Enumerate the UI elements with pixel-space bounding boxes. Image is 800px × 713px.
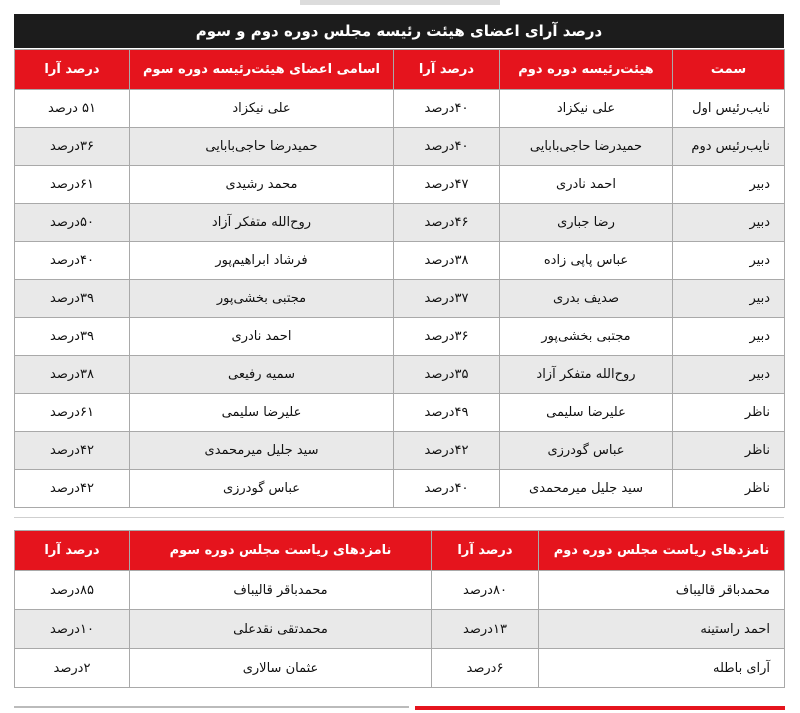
page-title: درصد آرای اعضای هیئت رئیسه مجلس دوره دوم و سوم	[14, 14, 784, 48]
third-term-percent-cell: ۳۸درصد	[15, 356, 130, 394]
table-row	[15, 649, 785, 688]
third-term-name-cell: محمد رشیدی	[130, 166, 394, 204]
second-term-candidate-cell: آرای باطله	[539, 649, 785, 688]
position-cell: ناظر	[673, 432, 785, 470]
position-cell: نایب‌رئیس اول	[673, 90, 785, 128]
speaker-candidates-table	[14, 530, 785, 688]
table-row	[15, 610, 785, 649]
second-term-name-cell: عباس پاپی زاده	[500, 242, 673, 280]
position-cell: ناظر	[673, 394, 785, 432]
table-row	[15, 280, 785, 318]
position-cell: دبیر	[673, 166, 785, 204]
second-term-name-cell: مجتبی بخشی‌پور	[500, 318, 673, 356]
bottom-accent-bar	[415, 706, 785, 710]
second-term-candidate-percent-cell: ۸۰درصد	[432, 571, 539, 610]
third-term-candidate-cell: محمدتقی نقدعلی	[130, 610, 432, 649]
position-cell: دبیر	[673, 204, 785, 242]
col-header-third-term-candidates: نامزدهای ریاست مجلس دوره سوم	[130, 531, 432, 571]
second-term-percent-cell: ۳۸درصد	[394, 242, 500, 280]
third-term-candidate-percent-cell: ۸۵درصد	[15, 571, 130, 610]
table-row	[15, 394, 785, 432]
third-term-name-cell: احمد نادری	[130, 318, 394, 356]
third-term-name-cell: سید جلیل میرمحمدی	[130, 432, 394, 470]
second-term-name-cell: صدیف بدری	[500, 280, 673, 318]
third-term-percent-cell: ۳۶درصد	[15, 128, 130, 166]
bottom-rule	[14, 706, 409, 708]
speaker-table-body	[15, 571, 785, 688]
second-term-percent-cell: ۴۰درصد	[394, 128, 500, 166]
second-term-percent-cell: ۳۵درصد	[394, 356, 500, 394]
third-term-percent-cell: ۴۲درصد	[15, 470, 130, 508]
col-header-third-term-candidates-percent: درصد آرا	[15, 531, 130, 571]
third-term-name-cell: سمیه رفیعی	[130, 356, 394, 394]
third-term-candidate-cell: عثمان سالاری	[130, 649, 432, 688]
second-term-percent-cell: ۴۰درصد	[394, 90, 500, 128]
third-term-name-cell: علی نیکزاد	[130, 90, 394, 128]
second-term-percent-cell: ۳۷درصد	[394, 280, 500, 318]
table-row	[15, 318, 785, 356]
second-term-name-cell: علیرضا سلیمی	[500, 394, 673, 432]
col-header-second-term-candidates: نامزدهای ریاست مجلس دوره دوم	[539, 531, 785, 571]
table-row	[15, 204, 785, 242]
second-term-candidate-percent-cell: ۱۳درصد	[432, 610, 539, 649]
table-row	[15, 432, 785, 470]
third-term-name-cell: روح‌الله متفکر آزاد	[130, 204, 394, 242]
second-term-name-cell: عباس گودرزی	[500, 432, 673, 470]
second-term-percent-cell: ۴۰درصد	[394, 470, 500, 508]
third-term-name-cell: عباس گودرزی	[130, 470, 394, 508]
third-term-percent-cell: ۳۹درصد	[15, 318, 130, 356]
third-term-percent-cell: ۶۱درصد	[15, 394, 130, 432]
third-term-candidate-percent-cell: ۲درصد	[15, 649, 130, 688]
second-term-name-cell: رضا جباری	[500, 204, 673, 242]
second-term-name-cell: سید جلیل میرمحمدی	[500, 470, 673, 508]
third-term-percent-cell: ۴۰درصد	[15, 242, 130, 280]
third-term-percent-cell: ۳۹درصد	[15, 280, 130, 318]
third-term-percent-cell: ۵۱ درصد	[15, 90, 130, 128]
col-header-second-term-percent: درصد آرا	[394, 50, 500, 90]
table-row	[15, 356, 785, 394]
third-term-percent-cell: ۴۲درصد	[15, 432, 130, 470]
second-term-candidate-cell: محمدباقر قالیباف	[539, 571, 785, 610]
third-term-percent-cell: ۶۱درصد	[15, 166, 130, 204]
top-edge	[0, 0, 800, 10]
third-term-name-cell: فرشاد ابراهیم‌پور	[130, 242, 394, 280]
board-members-table	[14, 49, 785, 508]
position-cell: نایب‌رئیس دوم	[673, 128, 785, 166]
position-cell: دبیر	[673, 356, 785, 394]
second-term-name-cell: حمیدرضا حاجی‌بابایی	[500, 128, 673, 166]
second-term-candidate-cell: احمد راستینه	[539, 610, 785, 649]
col-header-third-term-percent: درصد آرا	[15, 50, 130, 90]
third-term-percent-cell: ۵۰درصد	[15, 204, 130, 242]
third-term-candidate-cell: محمدباقر قالیباف	[130, 571, 432, 610]
table-row	[15, 90, 785, 128]
table-row	[15, 166, 785, 204]
board-table-body	[15, 90, 785, 508]
third-term-candidate-percent-cell: ۱۰درصد	[15, 610, 130, 649]
second-term-name-cell: احمد نادری	[500, 166, 673, 204]
position-cell: دبیر	[673, 242, 785, 280]
second-term-percent-cell: ۳۶درصد	[394, 318, 500, 356]
col-header-position: سمت	[673, 50, 785, 90]
second-term-percent-cell: ۴۶درصد	[394, 204, 500, 242]
position-cell: ناظر	[673, 470, 785, 508]
col-header-third-term-board: اسامی اعضای هیئت‌رئیسه دوره سوم	[130, 50, 394, 90]
table-row	[15, 242, 785, 280]
table-row	[15, 128, 785, 166]
table-row	[15, 571, 785, 610]
col-header-second-term-candidates-percent: درصد آرا	[432, 531, 539, 571]
divider	[14, 517, 784, 518]
table-row	[15, 470, 785, 508]
board-table-header-row	[15, 50, 785, 90]
second-term-percent-cell: ۴۲درصد	[394, 432, 500, 470]
col-header-second-term-board: هیئت‌رئیسه دوره دوم	[500, 50, 673, 90]
second-term-name-cell: علی نیکزاد	[500, 90, 673, 128]
second-term-percent-cell: ۴۹درصد	[394, 394, 500, 432]
position-cell: دبیر	[673, 318, 785, 356]
second-term-name-cell: روح‌الله متفکر آزاد	[500, 356, 673, 394]
top-edge-mark	[300, 0, 500, 5]
third-term-name-cell: حمیدرضا حاجی‌بابایی	[130, 128, 394, 166]
position-cell: دبیر	[673, 280, 785, 318]
second-term-percent-cell: ۴۷درصد	[394, 166, 500, 204]
third-term-name-cell: مجتبی بخشی‌پور	[130, 280, 394, 318]
speaker-table-header-row	[15, 531, 785, 571]
third-term-name-cell: علیرضا سلیمی	[130, 394, 394, 432]
second-term-candidate-percent-cell: ۶درصد	[432, 649, 539, 688]
